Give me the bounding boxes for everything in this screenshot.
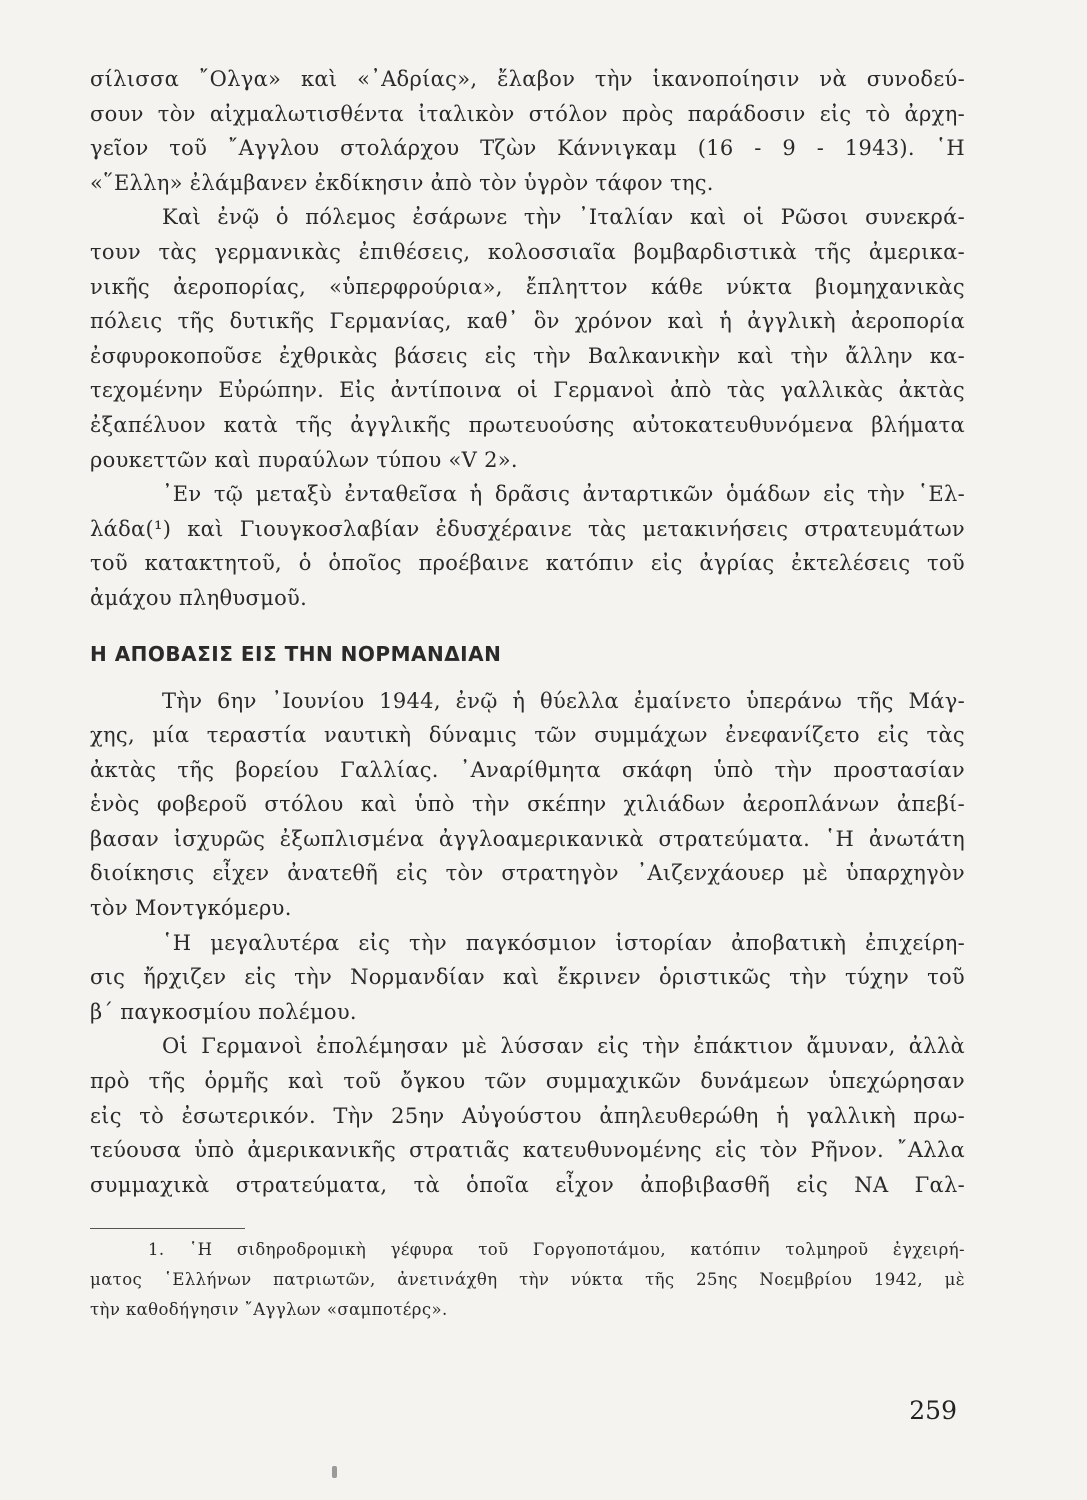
footnote-line: 1. ῾Η σιδηροδρομικὴ γέφυρα τοῦ Γοργοποτάμου, κατόπιν τολμηροῦ ἐγχειρή- — [148, 1240, 965, 1260]
text-line: ἀμάχου πληθυσμοῦ. — [90, 585, 308, 610]
text-line: σίλισσα ῎Ολγα» καὶ «᾿Αδρίας», ἔλαβον τὴν ἱκανοποίησιν νὰ συνοδεύ- — [90, 67, 965, 91]
text-line: τουν τὰς γερμανικὰς ἐπιθέσεις, κολοσσιαῖα βομβαρδιστικὰ τῆς ἀμερικα- — [90, 239, 965, 264]
text-line: σις ἤρχιζεν εἰς τὴν Νορμανδίαν καὶ ἔκρινεν ὁριστικῶς τὴν τύχην τοῦ — [90, 965, 965, 990]
text-line: Τὴν 6ην ᾿Ιουνίου 1944, ἐνῷ ἡ θύελλα ἐμαίνετο ὑπεράνω τῆς Μάγ- — [162, 688, 965, 713]
text-line: τεύουσα ὑπὸ ἀμερικανικῆς στρατιᾶς κατευθυνομένης εἰς τὸν Ρῆνον. ῎Αλλα — [90, 1138, 965, 1163]
text-line: λάδα(¹) καὶ Γιουγκοσλαβίαν ἐδυσχέραινε τὰς μετακινήσεις στρατευμάτων — [90, 516, 965, 541]
text-line: «῞Ελλη» ἐλάμβανεν ἐκδίκησιν ἀπὸ τὸν ὑγρὸν τάφον της. — [90, 170, 714, 195]
text-line: χης, μία τεραστία ναυτικὴ δύναμις τῶν συμμάχων ἐνεφανίζετο εἰς τὰς — [90, 723, 965, 748]
page-number: 259 — [909, 1396, 957, 1425]
text-line: ἐξαπέλυον κατὰ τῆς ἀγγλικῆς πρωτευούσης αὐτοκατευθυνόμενα βλήματα — [90, 412, 965, 437]
text-line: πρὸ τῆς ὁρμῆς καὶ τοῦ ὄγκου τῶν συμμαχικῶν δυνάμεων ὑπεχώρησαν — [90, 1069, 965, 1094]
text-line: τὸν Μοντγκόμερυ. — [90, 896, 292, 921]
text-line: ἀκτὰς τῆς βορείου Γαλλίας. ᾿Αναρίθμητα σκάφη ὑπὸ τὴν προστασίαν — [90, 757, 965, 782]
text-line: διοίκησις εἶχεν ἀνατεθῆ εἰς τὸν στρατηγὸν ᾿Αιζενχάουερ μὲ ὑπαρχηγὸν — [90, 861, 965, 886]
text-line: β΄ παγκοσμίου πολέμου. — [90, 999, 357, 1024]
section-heading: Η ΑΠΟΒΑΣΙΣ ΕΙΣ ΤΗΝ ΝΟΡΜΑΝΔΙΑΝ — [90, 641, 502, 666]
footnote — [90, 1235, 965, 1325]
paragraph-3 — [90, 477, 965, 615]
text-line: συμμαχικὰ στρατεύματα, τὰ ὁποῖα εἶχον ἀποβιβασθῆ εἰς ΝΑ Γαλ- — [90, 1172, 965, 1197]
text-line: τοῦ κατακτητοῦ, ὁ ὁποῖος προέβαινε κατόπιν εἰς ἀγρίας ἐκτελέσεις τοῦ — [90, 551, 965, 576]
text-line: ἐσφυροκοποῦσε ἐχθρικὰς βάσεις εἰς τὴν Βαλκανικὴν καὶ τὴν ἄλλην κα- — [90, 343, 965, 368]
text-line: Οἱ Γερμανοὶ ἐπολέμησαν μὲ λύσσαν εἰς τὴν ἐπάκτιον ἄμυναν, ἀλλὰ — [162, 1034, 965, 1059]
text-line: βασαν ἰσχυρῶς ἐξωπλισμένα ἀγγλοαμερικανικὰ στρατεύματα. ῾Η ἀνωτάτη — [90, 826, 965, 851]
text-line: γεῖον τοῦ ῎Αγγλου στολάρχου Τζὼν Κάννιγκαμ (16 - 9 - 1943). ῾Η — [90, 136, 965, 161]
text-line: πόλεις τῆς δυτικῆς Γερμανίας, καθ᾿ ὃν χρόνον καὶ ἡ ἀγγλικὴ ἀεροπορία — [90, 309, 965, 334]
paragraph-2 — [90, 200, 965, 477]
paragraph-6 — [90, 1029, 965, 1202]
text-line: ᾿Εν τῷ μεταξὺ ἐνταθεῖσα ἡ δρᾶσις ἀνταρτικῶν ὁμάδων εἰς τὴν ῾Ελ- — [162, 482, 965, 507]
text-line: ῾Η μεγαλυτέρα εἰς τὴν παγκόσμιον ἱστορίαν ἀποβατικὴ ἐπιχείρη- — [162, 930, 965, 955]
paragraph-4 — [90, 684, 965, 926]
footnote-divider — [90, 1228, 245, 1229]
paragraph-1 — [90, 62, 965, 200]
text-line: τεχομένην Εὐρώπην. Εἰς ἀντίποινα οἱ Γερμανοὶ ἀπὸ τὰς γαλλικὰς ἀκτὰς — [90, 378, 965, 403]
text-line: εἰς τὸ ἐσωτερικόν. Τὴν 25ην Αὐγούστου ἀπηλευθερώθη ἡ γαλλικὴ πρω- — [90, 1103, 965, 1128]
text-line: Καὶ ἐνῷ ὁ πόλεμος ἐσάρωνε τὴν ᾿Ιταλίαν καὶ οἱ Ρῶσοι συνεκρά- — [162, 205, 965, 230]
text-line: σουν τὸν αἰχμαλωτισθέντα ἰταλικὸν στόλον πρὸς παράδοσιν εἰς τὸ ἀρχη- — [90, 101, 965, 126]
footnote-line: τὴν καθοδήγησιν ῎Αγγλων «σαμποτέρς». — [90, 1300, 448, 1320]
paragraph-5 — [90, 926, 965, 1030]
text-line: νικῆς ἀεροπορίας, «ὑπερφρούρια», ἔπληττον κάθε νύκτα βιομηχανικὰς — [90, 274, 965, 299]
ink-speck — [332, 1466, 337, 1478]
text-line: ρουκεττῶν καὶ πυραύλων τύπου «V 2». — [90, 447, 518, 472]
text-line: ἑνὸς φοβεροῦ στόλου καὶ ὑπὸ τὴν σκέπην χιλιάδων ἀεροπλάνων ἀπεβί- — [90, 792, 965, 817]
footnote-line: ματος ῾Ελλήνων πατριωτῶν, ἀνετινάχθη τὴν νύκτα τῆς 25ης Νοεμβρίου 1942, μὲ — [90, 1270, 965, 1290]
page-body — [90, 62, 965, 1325]
